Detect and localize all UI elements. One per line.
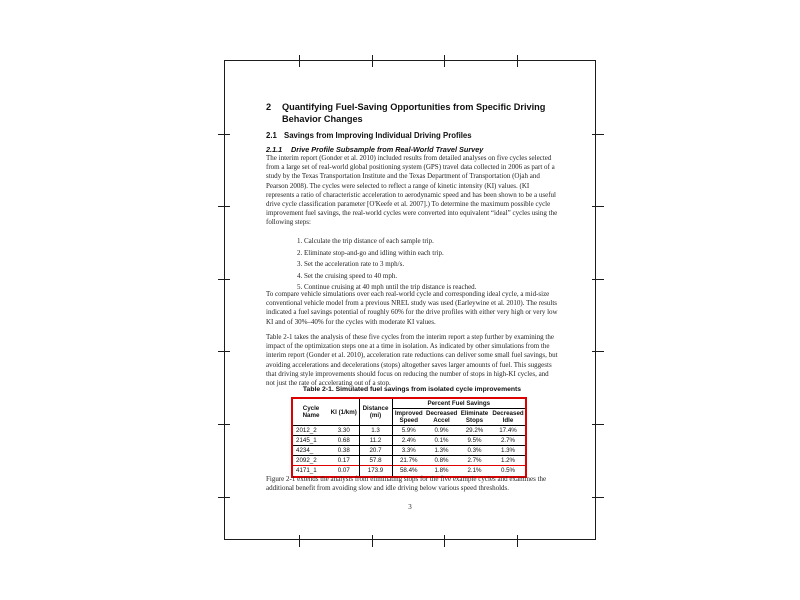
intro-paragraph: The interim report (Gonder et al. 2010) included results from detailed analyses on five cycles selected from a large set of real-world global positioning system (GPS) travel data collected in 2006 as part of a study by the Texas Transportation Institute and the Texas Department of Transportation (Ojah and Pearson 2008). The cycles were selected to reflect a range of kinetic intensity (KI) values. (KI represents a ratio of characteristic acceleration to aerodynamic speed and has been shown to be a useful drive cycle classification parameter [O'Keefe et al. 2007].) To determine the maximum possible cycle improvement fuel savings, the real-world cycles were converted into equivalent “ideal” cycles using the following steps:	[266, 154, 558, 227]
cell-improved-speed: 5.9%	[401, 427, 416, 434]
table-row	[293, 426, 525, 436]
ruler-tick	[372, 535, 373, 547]
cell-cycle-name: 2145_1	[296, 437, 317, 444]
table-row	[293, 466, 525, 476]
ruler-tick	[218, 424, 230, 425]
col-header-distance: Distance (mi)	[359, 399, 392, 426]
cell-ki: 0.68	[329, 436, 359, 446]
subsection-title: Savings from Improving Individual Driving Profiles	[284, 131, 472, 140]
cell-eliminate-stops: 2.7%	[467, 457, 482, 464]
col-group-header-percent-fuel-savings: Percent Fuel Savings	[392, 399, 525, 409]
ruler-tick	[218, 134, 230, 135]
col-header-ki: KI (1/km)	[329, 399, 359, 426]
ruler-tick	[372, 55, 373, 67]
cell-improved-speed: 2.4%	[401, 437, 416, 444]
figure-reference-paragraph: Figure 2-1 extends the analysis from eliminating stops for the five example cycles and examines the additional benefit from avoiding slow and idle driving below various speed thresholds.	[266, 475, 547, 493]
section-heading	[266, 102, 564, 125]
cell-cycle-name: 4171_1	[296, 467, 317, 475]
cell-distance: 11.2	[359, 436, 392, 446]
cell-decreased-accel: 0.1%	[434, 437, 449, 444]
table-row	[293, 436, 525, 446]
subsection-number: 2.1	[266, 131, 277, 140]
table-caption: Table 2-1. Simulated fuel savings from isolated cycle improvements	[302, 386, 522, 393]
section-title: Quantifying Fuel-Saving Opportunities from Specific Driving Behavior Changes	[282, 102, 546, 124]
page-number: 3	[408, 503, 412, 511]
cell-ki: 0.17	[329, 456, 359, 466]
cell-ki: 3.30	[329, 426, 359, 436]
list-item: 4. Set the cruising speed to 40 mph.	[304, 272, 536, 281]
ruler-tick	[592, 351, 604, 352]
ruler-tick	[299, 55, 300, 67]
ruler-tick	[517, 55, 518, 67]
subsection-heading	[266, 131, 472, 140]
comparison-paragraph: To compare vehicle simulations over each real-world cycle and corresponding ideal cycle, a mid-size conventional vehicle model from a previous NREL study was used (Earleywine et al. 2010). The results indicated a fuel savings potential of roughly 60% for the drive profiles with either very high or very low KI and of 30%–40% for the cycles with moderate KI values.	[266, 290, 558, 326]
page-sheet	[224, 60, 596, 540]
ruler-tick	[592, 134, 604, 135]
cell-decreased-idle: 1.3%	[500, 447, 516, 454]
ideal-cycle-steps-list	[266, 237, 536, 295]
cell-distance: 173.9	[359, 466, 392, 476]
cell-distance: 1.3	[359, 426, 392, 436]
col-header-decreased-idle: Decreased Idle	[492, 410, 524, 424]
cell-improved-speed: 21.7%	[399, 457, 418, 464]
list-item: 2. Eliminate stop-and-go and idling within each trip.	[304, 249, 536, 258]
ruler-tick	[218, 279, 230, 280]
cell-improved-speed: 3.3%	[401, 447, 416, 454]
table-row	[293, 446, 525, 456]
cell-decreased-accel: 0.9%	[434, 427, 449, 434]
table-header	[293, 399, 525, 426]
list-item: 3. Set the acceleration rate to 3 mph/s.	[304, 260, 536, 269]
cell-distance: 20.7	[359, 446, 392, 456]
list-item: 1. Calculate the trip distance of each sample trip.	[304, 237, 536, 246]
ruler-tick	[218, 206, 230, 207]
table-analysis-paragraph: Table 2-1 takes the analysis of these five cycles from the interim report a step further by examining the impact of the optimization steps one at a time in isolation. As indicated by other simulations from the interim report (Gonder et al. 2010), acceleration rate reductions can deliver some small fuel savings, but avoiding accelerations and decelerations (stops) altogether saves larger amounts of fuel. This suggests that driving style improvements should focus on reducing the number of stops in high-KI cycles, and not just the rate of accelerating out of a stop.	[266, 333, 558, 388]
ruler-tick	[218, 497, 230, 498]
subsubsection-title: Drive Profile Subsample from Real-World Travel Survey	[291, 145, 484, 154]
ruler-tick	[517, 535, 518, 547]
ruler-tick	[444, 55, 445, 67]
cell-decreased-idle: 17.4%	[499, 427, 517, 434]
cell-decreased-idle: 1.2%	[500, 457, 516, 464]
cell-eliminate-stops: 2.1%	[467, 467, 482, 475]
cell-improved-speed: 58.4%	[399, 467, 418, 475]
col-header-cycle-name: Cycle Name	[302, 405, 320, 419]
cell-cycle-name: 2092_2	[296, 457, 317, 464]
table-highlight-box	[291, 397, 527, 478]
ruler-tick	[218, 351, 230, 352]
cell-decreased-accel: 1.8%	[434, 467, 449, 475]
cell-decreased-idle: 0.5%	[500, 467, 516, 475]
cell-cycle-name: 2012_2	[296, 427, 317, 434]
ruler-tick	[444, 535, 445, 547]
ruler-tick	[592, 497, 604, 498]
cell-decreased-accel: 0.8%	[434, 457, 449, 464]
cell-decreased-accel: 1.3%	[434, 447, 449, 454]
ruler-tick	[592, 424, 604, 425]
cell-decreased-idle: 2.7%	[500, 437, 516, 444]
cell-eliminate-stops: 0.3%	[467, 447, 482, 454]
cell-distance: 57.8	[359, 456, 392, 466]
cell-ki: 0.07	[329, 466, 359, 476]
col-header-decreased-accel: Decreased Accel	[426, 410, 458, 424]
table-row	[293, 456, 525, 466]
ruler-tick	[592, 206, 604, 207]
fuel-savings-table	[293, 399, 525, 476]
col-header-eliminate-stops: Eliminate Stops	[460, 410, 489, 424]
section-number: 2	[266, 102, 272, 112]
subsubsection-heading	[266, 145, 483, 154]
list-item: 5. Continue cruising at 40 mph until the trip distance is reached.	[304, 283, 536, 292]
col-header-improved-speed: Improved Speed	[394, 410, 423, 424]
cell-cycle-name: 4234_	[296, 447, 314, 454]
cell-eliminate-stops: 29.2%	[465, 427, 484, 434]
cell-eliminate-stops: 9.5%	[467, 437, 482, 444]
ruler-tick	[299, 535, 300, 547]
ruler-tick	[592, 279, 604, 280]
cell-ki: 0.38	[329, 446, 359, 456]
subsubsection-number: 2.1.1	[266, 145, 283, 154]
